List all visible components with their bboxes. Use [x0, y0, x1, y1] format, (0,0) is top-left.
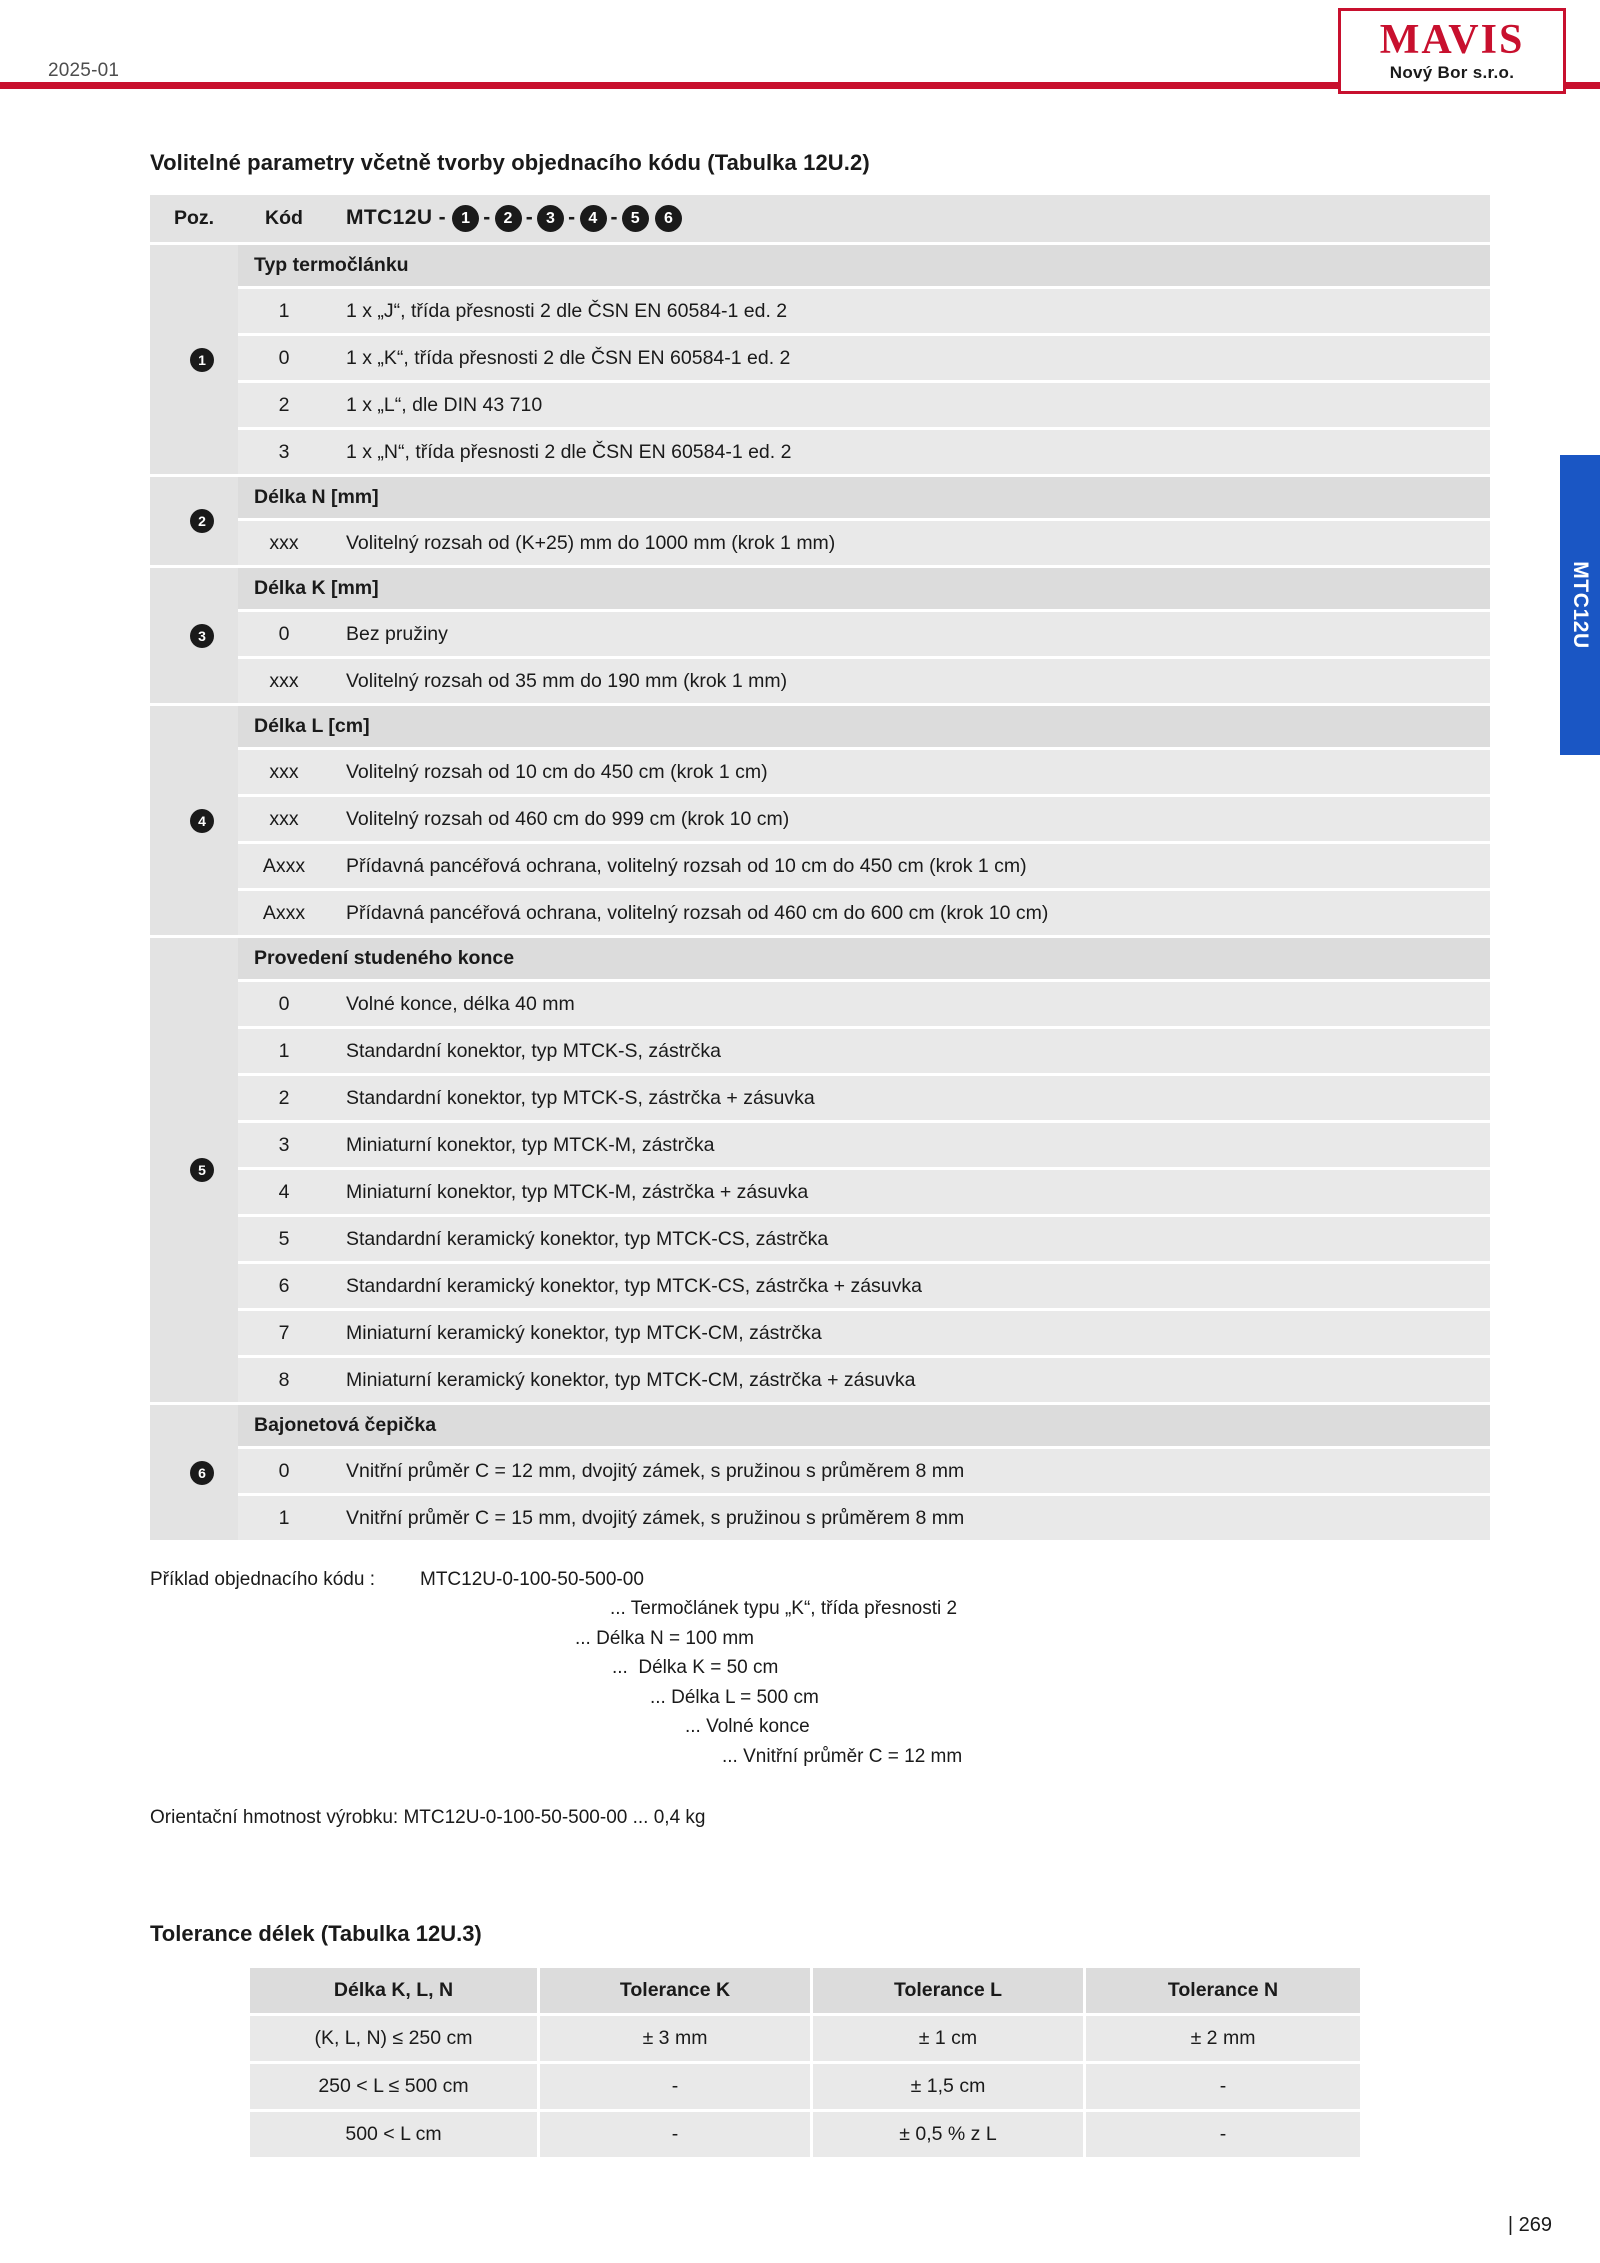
row-code: 4: [238, 1170, 330, 1214]
row-code: xxx: [238, 659, 330, 703]
row-desc: Standardní konektor, typ MTCK-S, zástrčka: [330, 1029, 1490, 1073]
header-kod: Kód: [238, 195, 330, 242]
group-heading-row: [150, 477, 1490, 518]
table-row: [250, 2016, 1360, 2061]
group-heading-6: Bajonetová čepička: [238, 1405, 1490, 1446]
row-desc: 1 x „N“, třída přesnosti 2 dle ČSN EN 60584-1 ed. 2: [330, 430, 1490, 474]
row-desc: Miniaturní keramický konektor, typ MTCK-CM, zástrčka: [330, 1311, 1490, 1355]
group-marker-5-icon: 5: [190, 1158, 214, 1182]
group-marker-1-icon: 1: [190, 348, 214, 372]
table-row: [250, 2112, 1360, 2157]
table-row: [150, 1123, 1490, 1167]
row-code: xxx: [238, 521, 330, 565]
row-code: xxx: [238, 797, 330, 841]
table-row: [150, 1496, 1490, 1540]
page-header: [0, 0, 1600, 122]
row-code: 2: [238, 383, 330, 427]
row-desc: Volitelný rozsah od 35 mm do 190 mm (krok 1 mm): [330, 659, 1490, 703]
group-heading-1: Typ termočlánku: [238, 245, 1490, 286]
side-tab-label: MTC12U: [1569, 561, 1592, 649]
table-row: [150, 659, 1490, 703]
row-desc: Miniaturní konektor, typ MTCK-M, zástrčka: [330, 1123, 1490, 1167]
header-poz: Poz.: [150, 195, 238, 242]
table-row: [150, 797, 1490, 841]
row-code: 0: [238, 612, 330, 656]
table-header-row: [150, 195, 1490, 242]
row-code: Axxx: [238, 891, 330, 935]
table-row: [150, 521, 1490, 565]
tolerance-cell: 250 < L ≤ 500 cm: [250, 2064, 540, 2109]
table-row: [150, 1170, 1490, 1214]
tolerance-cell: -: [1086, 2112, 1360, 2157]
row-desc: Miniaturní keramický konektor, typ MTCK-CM, zástrčka + zásuvka: [330, 1358, 1490, 1402]
group-heading-4: Délka L [cm]: [238, 706, 1490, 747]
group-heading-row: [150, 706, 1490, 747]
row-code: 0: [238, 982, 330, 1026]
table-row: [150, 1449, 1490, 1493]
table-row: [150, 289, 1490, 333]
row-code: 8: [238, 1358, 330, 1402]
table-row: [150, 383, 1490, 427]
row-desc: Miniaturní konektor, typ MTCK-M, zástrčka + zásuvka: [330, 1170, 1490, 1214]
table-row: [150, 750, 1490, 794]
row-desc: Volitelný rozsah od 460 cm do 999 cm (krok 10 cm): [330, 797, 1490, 841]
tolerance-cell: -: [540, 2064, 813, 2109]
table-row: [150, 982, 1490, 1026]
group-marker-2-icon: 2: [190, 509, 214, 533]
row-desc: Bez pružiny: [330, 612, 1490, 656]
table-row: [150, 1029, 1490, 1073]
code-marker-4: 4: [580, 205, 607, 232]
example-first-line: [150, 1565, 1600, 1594]
row-code: 1: [238, 289, 330, 333]
page-title: Volitelné parametry včetně tvorby objednacího kódu (Tabulka 12U.2): [150, 150, 870, 175]
tolerance-col-1: Tolerance K: [540, 1968, 813, 2013]
row-code: Axxx: [238, 844, 330, 888]
group-marker-3-icon: 3: [190, 624, 214, 648]
group-pos-3: [150, 568, 238, 703]
group-heading-5: Provedení studeného konce: [238, 938, 1490, 979]
logo-company-name: MAVIS: [1379, 17, 1525, 63]
group-pos-5: [150, 938, 238, 1402]
product-weight-note: Orientační hmotnost výrobku: MTC12U-0-100-50-500-00 ... 0,4 kg: [150, 1807, 706, 1829]
page-content: [0, 122, 1600, 2160]
tolerance-cell: ± 0,5 % z L: [813, 2112, 1086, 2157]
row-desc: Volitelný rozsah od 10 cm do 450 cm (krok 1 cm): [330, 750, 1490, 794]
tolerance-table: [250, 1965, 1360, 2160]
row-desc: Volitelný rozsah od (K+25) mm do 1000 mm (krok 1 mm): [330, 521, 1490, 565]
row-code: 2: [238, 1076, 330, 1120]
code-marker-2: 2: [495, 205, 522, 232]
row-desc: Volné konce, délka 40 mm: [330, 982, 1490, 1026]
row-desc: Vnitřní průměr C = 12 mm, dvojitý zámek, s pružinou s průměrem 8 mm: [330, 1449, 1490, 1493]
code-marker-6: 6: [655, 205, 682, 232]
tolerance-col-0: Délka K, L, N: [250, 1968, 540, 2013]
group-heading-row: [150, 568, 1490, 609]
tolerance-col-2: Tolerance L: [813, 1968, 1086, 2013]
row-desc: 1 x „K“, třída přesnosti 2 dle ČSN EN 60584-1 ed. 2: [330, 336, 1490, 380]
tolerance-col-3: Tolerance N: [1086, 1968, 1360, 2013]
row-code: 5: [238, 1217, 330, 1261]
table-row: [150, 612, 1490, 656]
row-desc: Standardní konektor, typ MTCK-S, zástrčka + zásuvka: [330, 1076, 1490, 1120]
row-code: 0: [238, 336, 330, 380]
row-desc: Standardní keramický konektor, typ MTCK-CS, zástrčka + zásuvka: [330, 1264, 1490, 1308]
tolerance-cell: ± 1,5 cm: [813, 2064, 1086, 2109]
example-line: ... Volné konce: [685, 1716, 810, 1738]
example-line: ... Vnitřní průměr C = 12 mm: [722, 1745, 963, 1767]
page-number: | 269: [1507, 2214, 1552, 2236]
code-marker-3: 3: [537, 205, 564, 232]
table-row: [150, 1311, 1490, 1355]
tolerance-cell: 500 < L cm: [250, 2112, 540, 2157]
example-code: MTC12U-0-100-50-500-00: [420, 1569, 644, 1590]
example-line: ... Délka L = 500 cm: [650, 1686, 819, 1708]
row-desc: Standardní keramický konektor, typ MTCK-CS, zástrčka: [330, 1217, 1490, 1261]
code-marker-5: 5: [622, 205, 649, 232]
group-pos-4: [150, 706, 238, 935]
example-line: ... Délka N = 100 mm: [575, 1627, 754, 1649]
group-marker-4-icon: 4: [190, 809, 214, 833]
tolerance-title: Tolerance délek (Tabulka 12U.3): [150, 1921, 482, 1947]
group-pos-1: [150, 245, 238, 474]
row-code: 1: [238, 1496, 330, 1540]
row-desc: 1 x „J“, třída přesnosti 2 dle ČSN EN 60584-1 ed. 2: [330, 289, 1490, 333]
group-heading-row: [150, 938, 1490, 979]
row-code: xxx: [238, 750, 330, 794]
company-logo: [1338, 8, 1566, 94]
row-code: 1: [238, 1029, 330, 1073]
tolerance-cell: ± 1 cm: [813, 2016, 1086, 2061]
tolerance-cell: -: [1086, 2064, 1360, 2109]
table-row: [150, 844, 1490, 888]
row-desc: Vnitřní průměr C = 15 mm, dvojitý zámek, s pružinou s průměrem 8 mm: [330, 1496, 1490, 1540]
row-desc: Přídavná pancéřová ochrana, volitelný rozsah od 10 cm do 450 cm (krok 1 cm): [330, 844, 1490, 888]
row-code: 6: [238, 1264, 330, 1308]
logo-company-suffix: Nový Bor s.r.o.: [1389, 63, 1515, 82]
tolerance-cell: (K, L, N) ≤ 250 cm: [250, 2016, 540, 2061]
row-code: 3: [238, 430, 330, 474]
table-row: [150, 1264, 1490, 1308]
table-row: [150, 1358, 1490, 1402]
header-code-string: MTC12U - 1 - 2 - 3 - 4 - 5 6: [330, 195, 1490, 242]
table-row: [150, 430, 1490, 474]
header-year: 2025-01: [48, 60, 120, 81]
table-row: [150, 1217, 1490, 1261]
row-code: 7: [238, 1311, 330, 1355]
group-heading-row: [150, 245, 1490, 286]
example-line: ... Termočlánek typu „K“, třída přesnosti 2: [610, 1598, 958, 1620]
code-marker-1: 1: [452, 205, 479, 232]
code-prefix: MTC12U -: [346, 206, 447, 230]
example-line: ... Délka K = 50 cm: [612, 1657, 779, 1679]
row-desc: Přídavná pancéřová ochrana, volitelný rozsah od 460 cm do 600 cm (krok 10 cm): [330, 891, 1490, 935]
example-label: Příklad objednacího kódu :: [150, 1569, 375, 1590]
order-code-example: [150, 1565, 1600, 1771]
tolerance-cell: ± 2 mm: [1086, 2016, 1360, 2061]
tolerance-header-row: [250, 1968, 1360, 2013]
table-row: [150, 891, 1490, 935]
group-heading-2: Délka N [mm]: [238, 477, 1490, 518]
row-desc: 1 x „L“, dle DIN 43 710: [330, 383, 1490, 427]
group-pos-2: [150, 477, 238, 565]
table-row: [150, 1076, 1490, 1120]
tolerance-cell: -: [540, 2112, 813, 2157]
table-row: [150, 336, 1490, 380]
row-code: 3: [238, 1123, 330, 1167]
row-code: 0: [238, 1449, 330, 1493]
group-heading-row: [150, 1405, 1490, 1446]
tolerance-cell: ± 3 mm: [540, 2016, 813, 2061]
order-code-table: [150, 192, 1490, 1543]
table-row: [250, 2064, 1360, 2109]
group-heading-3: Délka K [mm]: [238, 568, 1490, 609]
group-marker-6-icon: 6: [190, 1461, 214, 1485]
group-pos-6: [150, 1405, 238, 1540]
